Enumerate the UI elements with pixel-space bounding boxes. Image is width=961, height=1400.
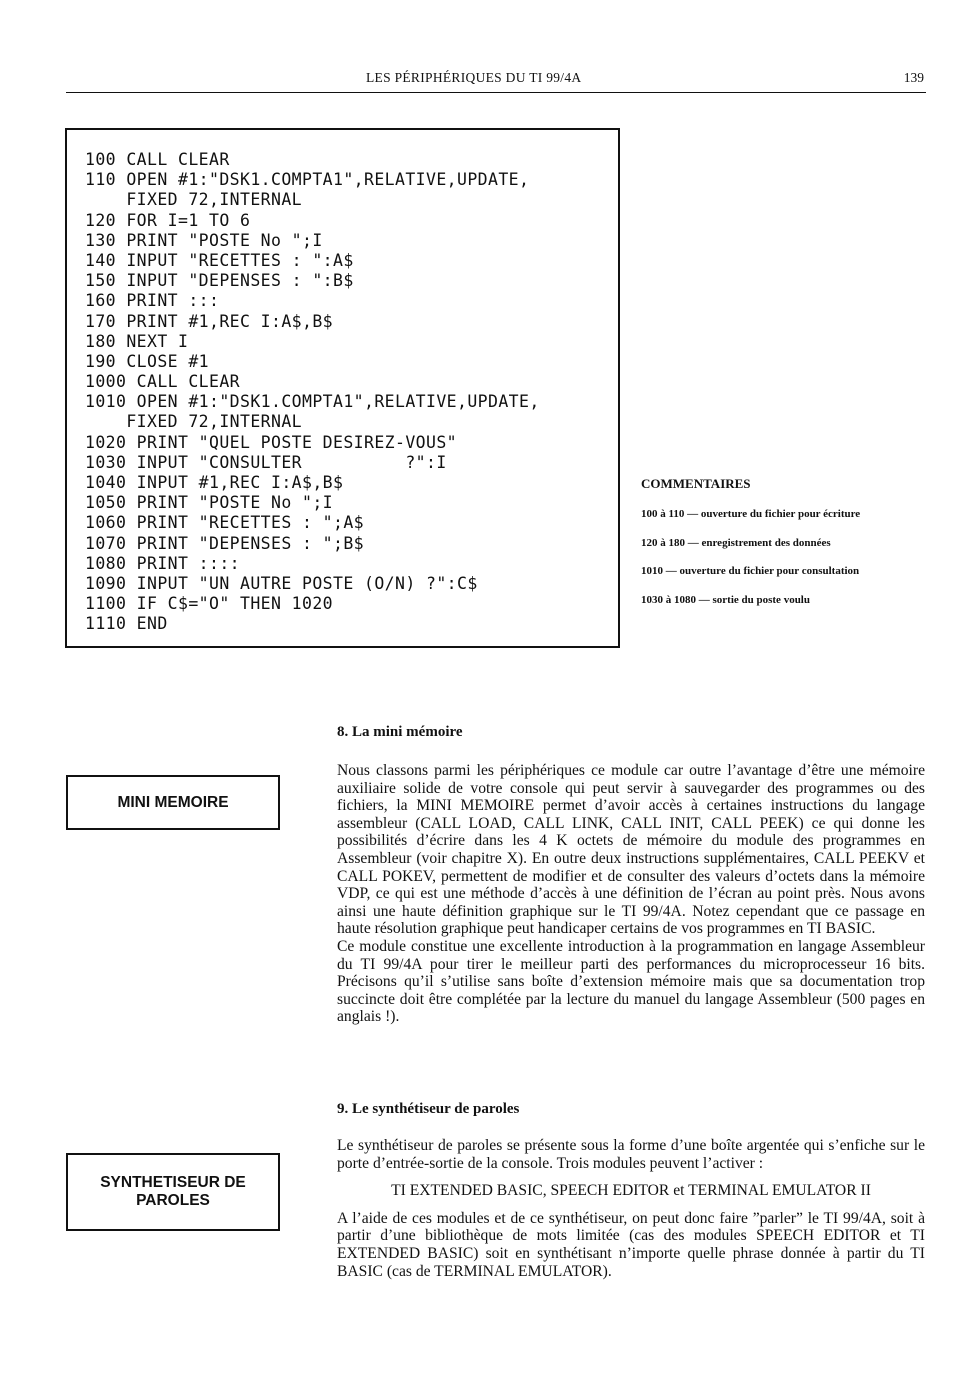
code-line: 1020 PRINT "QUEL POSTE DESIREZ-VOUS" <box>85 432 458 452</box>
code-line: 1040 INPUT #1,REC I:A$,B$ <box>85 473 344 492</box>
paragraph: A l’aide de ces modules et de ce synthétiseur, on peut donc faire ”parler” le TI 99/4A, soit à partir d’une bibliothèque de mots limitée (cas des modules SPEECH EDITOR et TI EXTENDED BASIC) soit en synthétisant n’importe quelle phrase donnée à partir du TI BASIC (cas de TERMINAL EMULATOR). <box>337 1209 925 1280</box>
code-line: 190 CLOSE #1 <box>85 351 210 371</box>
code-line: 130 PRINT "POSTE No ";I <box>85 230 323 250</box>
comments-title: COMMENTAIRES <box>641 476 751 491</box>
synthetiseur-box <box>66 1153 280 1231</box>
code-line: 1110 END <box>85 614 168 634</box>
page-number: 139 <box>903 70 924 85</box>
modules-line: TI EXTENDED BASIC, SPEECH EDITOR et TERMINAL EMULATOR II <box>391 1182 871 1200</box>
mini-memoire-box <box>66 775 280 830</box>
section-8-body <box>337 762 925 1026</box>
code-listing <box>85 150 540 635</box>
code-line: 100 CALL CLEAR <box>85 150 230 169</box>
mini-memoire-label: MINI MEMOIRE <box>117 793 229 811</box>
code-line: 1060 PRINT "RECETTES : ";A$ <box>85 513 365 533</box>
section-8-title: 8. La mini mémoire <box>337 724 463 740</box>
running-title: LES PÉRIPHÉRIQUES DU TI 99/4A <box>366 70 582 85</box>
code-line: 1000 CALL CLEAR <box>85 372 241 392</box>
code-line: 170 PRINT #1,REC I:A$,B$ <box>85 311 334 331</box>
code-line: FIXED 72,INTERNAL <box>85 190 303 210</box>
code-line: 1050 PRINT "POSTE No ";I <box>85 493 334 513</box>
code-line: 180 NEXT I <box>85 331 189 351</box>
comment-item: 1030 à 1080 — sortie du poste voulu <box>641 593 810 606</box>
section-9-body <box>337 1137 925 1280</box>
code-line: 1080 PRINT :::: <box>85 553 241 573</box>
comment-item: 1010 — ouverture du fichier pour consultation <box>641 565 860 577</box>
code-listing-box <box>65 128 620 648</box>
paragraph: Nous classons parmi les périphériques ce module car outre l’avantage d’être une mémoire auxiliaire solide de votre console qui peut servir à sauvegarder des programmes ou des fichiers, la MINI MEMOIRE permet d’avoir accès à certaines instructions du langage assembleur (CALL LOAD, CALL LINK, CALL INIT, CALL PEEK) ce qui donne les possibilités d’écrire dans les 4 K octets de mémoire du module des programmes en Assembleur (voir chapitre X). En outre deux instructions supplémentaires, CALL PEEKV et CALL POKEV, permettent de modifier et de consulter des valeurs d’octets dans la mémoire VDP, ce qui est une méthode d’accès à une définition de l’écran au point près. Nous avons ainsi une haute définition graphique sur le TI 99/4A. Notez cependant que ce passage en haute résolution graphique peut handicaper certains de vos programmes en TI BASIC. <box>337 762 925 938</box>
code-line: 1030 INPUT "CONSULTER ?":I <box>85 452 447 472</box>
section-9-title: 9. Le synthétiseur de paroles <box>337 1101 520 1117</box>
code-line: 1100 IF C$="O" THEN 1020 <box>85 594 334 614</box>
comment-item: 120 à 180 — enregistrement des données <box>641 536 831 549</box>
code-line: 110 OPEN #1:"DSK1.COMPTA1",RELATIVE,UPDATE, <box>85 170 530 190</box>
code-line: 1090 INPUT "UN AUTRE POSTE (O/N) ?":C$ <box>85 573 478 593</box>
code-line: 120 FOR I=1 TO 6 <box>85 210 251 230</box>
code-line: 1070 PRINT "DEPENSES : ";B$ <box>85 533 365 553</box>
paragraph: Ce module constitue une excellente introduction à la programmation en langage Assembleur du TI 99/4A pour tirer le meilleur parti des performances du microprocesseur 16 bits. Précisons qu’il s’utilise sans boîte d’extension mémoire mais que sa documentation trop succincte doit être complétée par la lecture du manuel du langage Assembleur (500 pages en anglais !). <box>337 937 925 1026</box>
code-line: 150 INPUT "DEPENSES : ":B$ <box>85 271 354 291</box>
synthetiseur-label: SYNTHETISEUR DE PAROLES <box>100 1174 246 1209</box>
paragraph: Le synthétiseur de paroles se présente sous la forme d’une boîte argentée qui s’enfiche sur le porte d’entrée-sortie de la console. Trois modules peuvent l’activer : <box>337 1137 925 1172</box>
page-header <box>66 66 926 93</box>
code-line: 160 PRINT ::: <box>85 291 220 311</box>
comments-panel <box>641 476 941 621</box>
comment-item: 100 à 110 — ouverture du fichier pour écriture <box>641 508 861 520</box>
code-line: FIXED 72,INTERNAL <box>85 412 303 432</box>
code-line: 140 INPUT "RECETTES : ":A$ <box>85 250 354 270</box>
code-line: 1010 OPEN #1:"DSK1.COMPTA1",RELATIVE,UPDATE, <box>85 392 540 412</box>
